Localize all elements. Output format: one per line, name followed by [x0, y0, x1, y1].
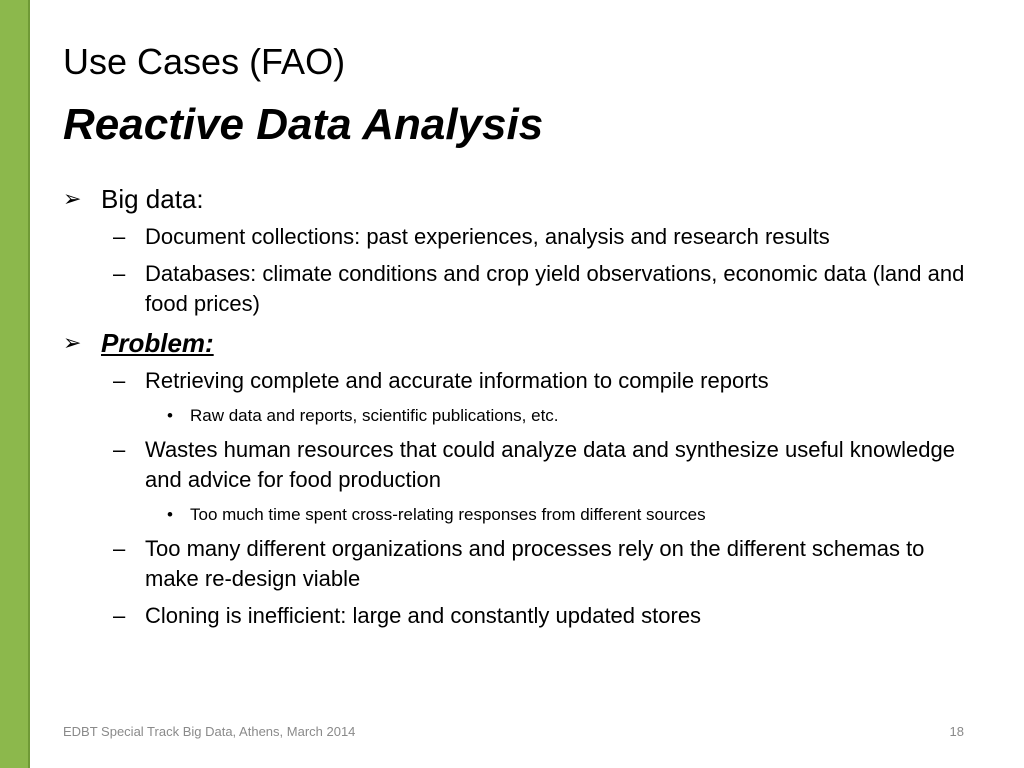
sub-bullet-text: Too many different organizations and processes rely on the different schemas to make re-design viable: [145, 536, 925, 591]
dash-bullet-icon: –: [113, 603, 126, 628]
slide-body: [63, 182, 983, 638]
sub-sub-bullet: [63, 403, 983, 429]
sub-sub-bullet: [63, 502, 983, 528]
slide-title: Use Cases (FAO): [63, 41, 346, 82]
bullet-label: Big data:: [101, 184, 204, 214]
sub-bullet: [63, 601, 983, 631]
sub-bullet: [63, 366, 983, 396]
dash-bullet-icon: –: [113, 224, 126, 249]
sub-bullet: [63, 435, 983, 495]
bullet-big-data: [63, 182, 983, 216]
slide-subtitle: Reactive Data Analysis: [63, 100, 544, 149]
dash-bullet-icon: –: [113, 536, 126, 561]
arrow-bullet-icon: ➢: [63, 330, 82, 355]
dash-bullet-icon: –: [113, 368, 126, 393]
accent-bar: [0, 0, 30, 768]
page-number: 18: [949, 724, 964, 739]
sub-bullet: [63, 222, 983, 252]
sub-bullet-text: Wastes human resources that could analyze data and synthesize useful knowledge and advice for food production: [145, 437, 955, 492]
sub-bullet-text: Document collections: past experiences, analysis and research results: [145, 224, 830, 249]
sub-bullet: [63, 259, 983, 319]
bullet-label: Problem:: [101, 328, 214, 358]
sub-bullet-text: Cloning is inefficient: large and constantly updated stores: [145, 603, 702, 628]
dot-bullet-icon: •: [167, 505, 173, 524]
dash-bullet-icon: –: [113, 261, 126, 286]
sub-bullet-text: Databases: climate conditions and crop yield observations, economic data (land and food prices): [145, 261, 965, 316]
arrow-bullet-icon: ➢: [63, 186, 82, 211]
sub-bullet: [63, 534, 983, 594]
sub-sub-bullet-text: Too much time spent cross-relating responses from different sources: [190, 505, 706, 524]
dash-bullet-icon: –: [113, 437, 126, 462]
bullet-problem: [63, 326, 983, 360]
sub-sub-bullet-text: Raw data and reports, scientific publications, etc.: [190, 406, 559, 425]
footer-text: EDBT Special Track Big Data, Athens, March 2014: [63, 724, 356, 739]
sub-bullet-text: Retrieving complete and accurate information to compile reports: [145, 368, 769, 393]
dot-bullet-icon: •: [167, 406, 173, 425]
